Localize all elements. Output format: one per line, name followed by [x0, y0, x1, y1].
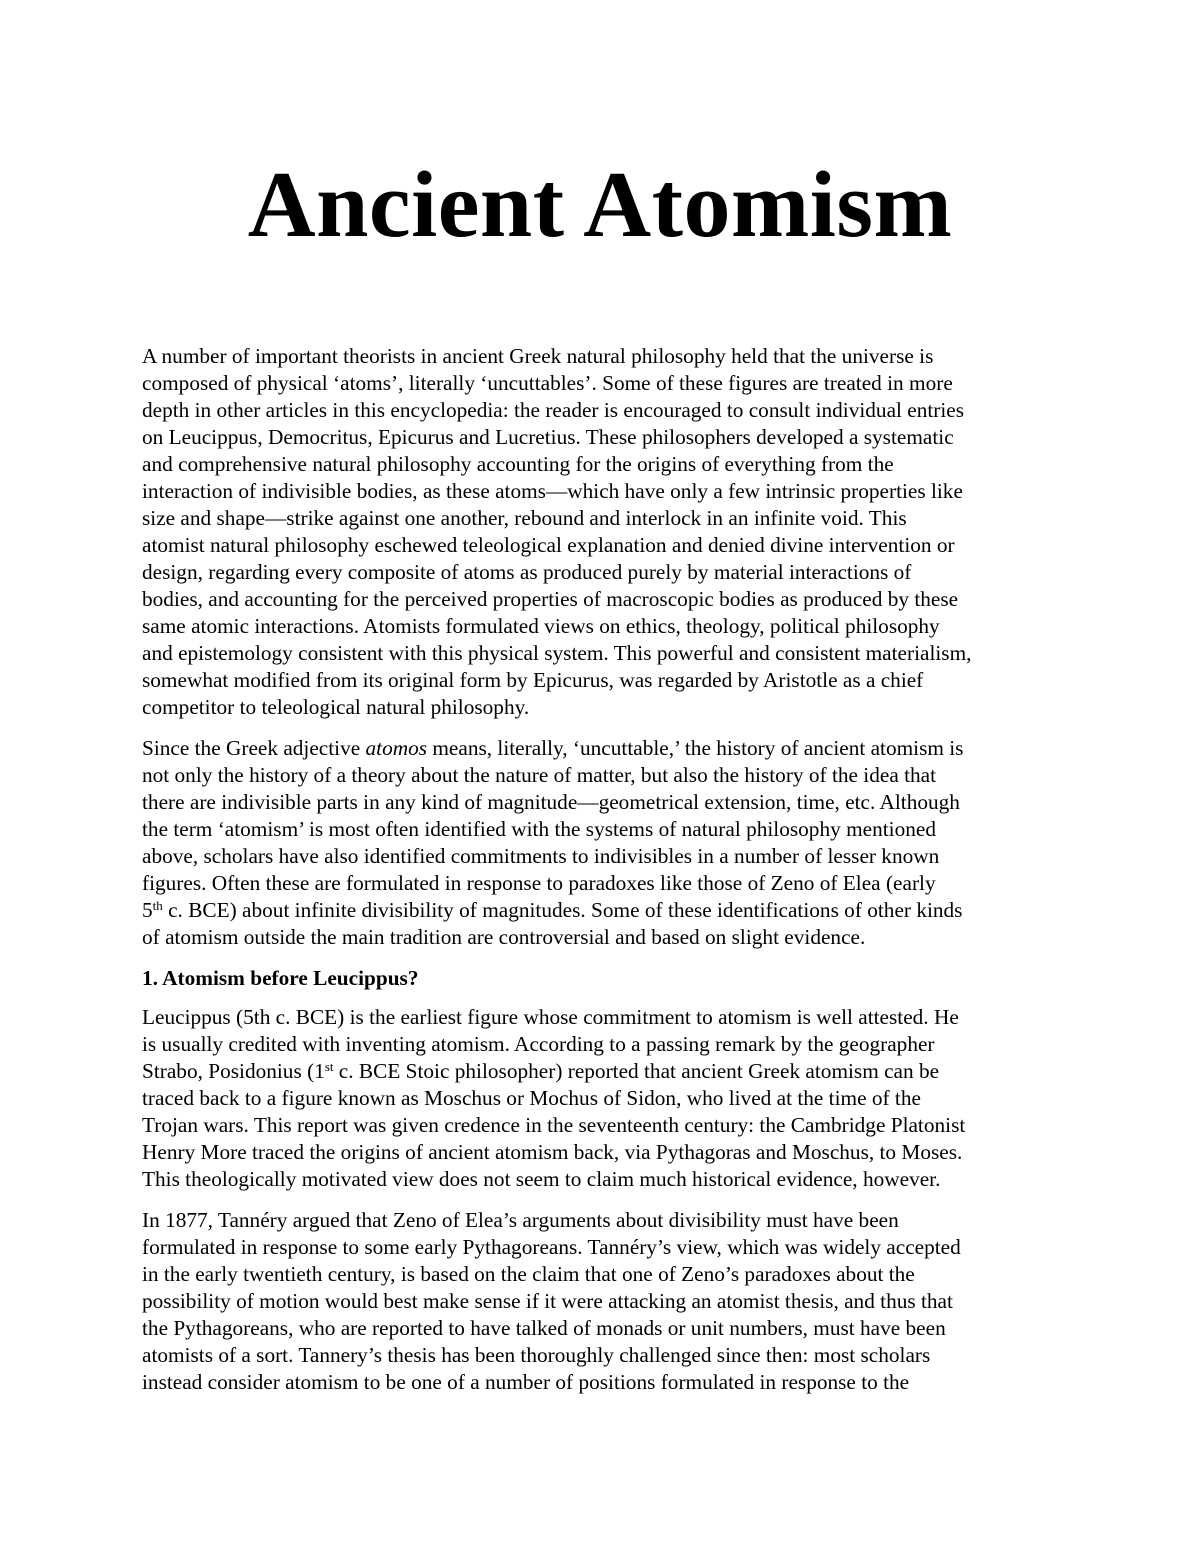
text-line: depth in other articles in this encyclopedia: the reader is encouraged to consult individual entries [142, 398, 965, 422]
text-line: somewhat modified from its original form by Epicurus, was regarded by Aristotle as a chief [142, 668, 924, 692]
section-heading: 1. Atomism before Leucippus? [142, 966, 419, 990]
paragraph-atomos [142, 735, 1062, 951]
paragraph-leucippus [142, 1004, 1062, 1193]
text-line: Leucippus (5th c. BCE) is the earliest figure whose commitment to atomism is well attested. He [142, 1005, 959, 1029]
paragraph-intro [142, 343, 1062, 721]
text-line: formulated in response to some early Pythagoreans. Tannéry’s view, which was widely accepted [142, 1235, 961, 1259]
text-line: bodies, and accounting for the perceived properties of macroscopic bodies as produced by these [142, 587, 959, 611]
text-line: the term ‘atomism’ is most often identified with the systems of natural philosophy mentioned [142, 817, 936, 841]
text-line: A number of important theorists in ancient Greek natural philosophy held that the universe is [142, 344, 934, 368]
text-line [142, 1058, 1062, 1085]
italic-term: atomos [365, 736, 428, 760]
text-line: is usually credited with inventing atomism. According to a passing remark by the geographer [142, 1032, 935, 1056]
text-line: same atomic interactions. Atomists formulated views on ethics, theology, political philosophy [142, 614, 940, 638]
text-line: and epistemology consistent with this physical system. This powerful and consistent materialism, [142, 641, 972, 665]
text-line: possibility of motion would best make sense if it were attacking an atomist thesis, and thus that [142, 1289, 953, 1313]
text-line: instead consider atomism to be one of a number of positions formulated in response to the [142, 1370, 910, 1394]
text-line: of atomism outside the main tradition are controversial and based on slight evidence. [142, 925, 866, 949]
text-line: composed of physical ‘atoms’, literally ‘uncuttables’. Some of these figures are treated in more [142, 371, 953, 395]
text-line: competitor to teleological natural philosophy. [142, 695, 530, 719]
text-run: 5 [142, 898, 153, 922]
text-run: means, literally, ‘uncuttable,’ the history of ancient atomism is [427, 736, 964, 760]
text-line: atomist natural philosophy eschewed teleological explanation and denied divine intervention or [142, 533, 955, 557]
text-line: Trojan wars. This report was given credence in the seventeenth century: the Cambridge Platonist [142, 1113, 966, 1137]
text-line: traced back to a figure known as Moschus or Mochus of Sidon, who lived at the time of the [142, 1086, 921, 1110]
text-run: c. BCE Stoic philosopher) reported that ancient Greek atomism can be [333, 1059, 940, 1083]
text-run: c. BCE) about infinite divisibility of magnitudes. Some of these identifications of other kinds [162, 898, 963, 922]
text-line: not only the history of a theory about the nature of matter, but also the history of the idea that [142, 763, 937, 787]
text-line: in the early twentieth century, is based on the claim that one of Zeno’s paradoxes about the [142, 1262, 915, 1286]
text-line: the Pythagoreans, who are reported to have talked of monads or unit numbers, must have been [142, 1316, 946, 1340]
text-line: above, scholars have also identified commitments to indivisibles in a number of lesser known [142, 844, 940, 868]
text-line [142, 897, 1062, 924]
text-line: size and shape—strike against one another, rebound and interlock in an infinite void. This [142, 506, 907, 530]
text-run: Strabo, Posidonius (1 [142, 1059, 325, 1083]
text-line: on Leucippus, Democritus, Epicurus and Lucretius. These philosophers developed a systematic [142, 425, 954, 449]
superscript: st [324, 1059, 334, 1074]
text-line: there are indivisible parts in any kind of magnitude—geometrical extension, time, etc. Although [142, 790, 960, 814]
document-body [142, 343, 1062, 1410]
text-line: and comprehensive natural philosophy accounting for the origins of everything from the [142, 452, 894, 476]
text-line: atomists of a sort. Tannery’s thesis has been thoroughly challenged since then: most scholars [142, 1343, 931, 1367]
superscript: th [152, 898, 163, 913]
text-line: This theologically motivated view does not seem to claim much historical evidence, however. [142, 1167, 941, 1191]
text-line: In 1877, Tannéry argued that Zeno of Elea’s arguments about divisibility must have been [142, 1208, 899, 1232]
text-line: design, regarding every composite of atoms as produced purely by material interactions of [142, 560, 912, 584]
paragraph-tannery [142, 1207, 1062, 1396]
text-line [142, 735, 1062, 762]
text-line: interaction of indivisible bodies, as these atoms—which have only a few intrinsic properties like [142, 479, 963, 503]
text-line: figures. Often these are formulated in response to paradoxes like those of Zeno of Elea (early [142, 871, 936, 895]
text-line: Henry More traced the origins of ancient atomism back, via Pythagoras and Moschus, to Moses. [142, 1140, 963, 1164]
text-run: Since the Greek adjective [142, 736, 366, 760]
page-title: Ancient Atomism [247, 153, 953, 257]
